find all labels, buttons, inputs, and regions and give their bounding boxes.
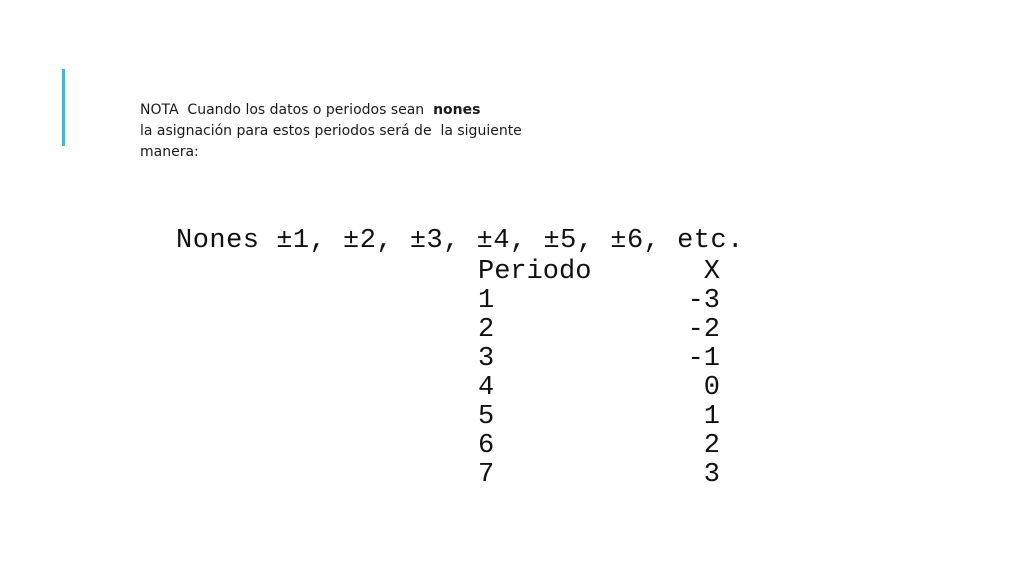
header-periodo: Periodo [478, 257, 592, 287]
note-text [140, 100, 620, 163]
cell-x: -3 [687, 286, 720, 316]
periodo-table [470, 258, 740, 490]
cell-x: -2 [687, 315, 720, 345]
table-row [470, 287, 740, 316]
cell-periodo: 7 [478, 460, 495, 490]
table-row [470, 374, 740, 403]
table-row [470, 403, 740, 432]
note-line-1 [140, 100, 620, 121]
note-line-1-bold: nones [433, 102, 481, 118]
cell-periodo: 6 [478, 431, 495, 461]
cell-x: 0 [703, 373, 720, 403]
cell-periodo: 1 [478, 286, 495, 316]
table-row [470, 432, 740, 461]
note-line-3: manera: [140, 144, 199, 160]
nones-figure [170, 226, 870, 501]
cell-x: 1 [703, 402, 720, 432]
cell-periodo: 3 [478, 344, 495, 374]
cell-x: 3 [703, 460, 720, 490]
table-row [470, 316, 740, 345]
cell-x: 2 [703, 431, 720, 461]
cell-periodo: 2 [478, 315, 495, 345]
header-x: X [703, 257, 720, 287]
accent-bar [62, 69, 65, 146]
note-line-2: la asignación para estos periodos será de la siguiente [140, 123, 522, 139]
cell-x: -1 [687, 344, 720, 374]
table-row [470, 345, 740, 374]
cell-periodo: 4 [478, 373, 495, 403]
nones-line: Nones ±1, ±2, ±3, ±4, ±5, ±6, etc. [176, 226, 744, 256]
note-line-1-prefix: NOTA Cuando los datos o periodos sean [140, 102, 434, 118]
table-header [470, 258, 740, 287]
cell-periodo: 5 [478, 402, 495, 432]
table-row [470, 461, 740, 490]
